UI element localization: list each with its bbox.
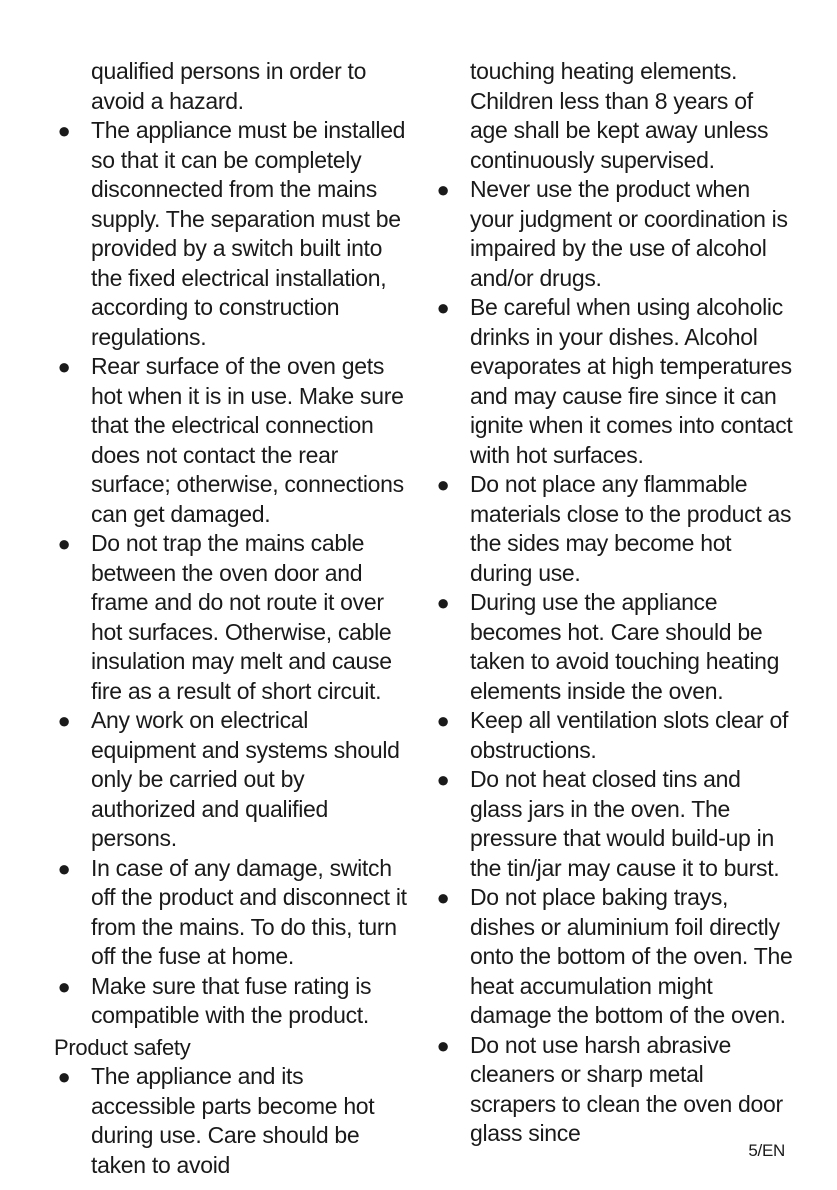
continuation-text: touching heating elements. Children less than 8 years of age shall be kept away unless continuously supervised. [470,58,769,173]
bullet-icon: ● [436,708,450,733]
bullet-item: ● Do not place any flammable materials close to the product as the sides may become hot during use. [436,471,792,586]
bullet-icon: ● [57,118,71,143]
bullet-item: ● Do not trap the mains cable between the oven door and frame and do not route it over hot surfaces. Otherwise, cable insulation may melt and cause fire as a result of short circuit. [57,530,392,704]
bullet-item: ● Be careful when using alcoholic drinks in your dishes. Alcohol evaporates at high temperatures and may cause fire since it can ignite when it comes into contact with hot surfaces. [436,294,793,468]
bullet-icon: ● [436,295,450,320]
bullet-item: ● Do not heat closed tins and glass jars in the oven. The pressure that would build-up in the tin/jar may cause it to burst. [436,766,780,881]
bullet-icon: ● [436,177,450,202]
bullet-item: ● Never use the product when your judgment or coordination is impaired by the use of alcohol and/or drugs. [436,176,788,291]
bullet-item: ● Do not place baking trays, dishes or aluminium foil directly onto the bottom of the oven. The heat accumulation might damage the bottom of the oven. [436,884,793,1028]
page-number: 5/EN [748,1141,785,1160]
bullet-icon: ● [57,708,71,733]
bullet-icon: ● [436,472,450,497]
bullet-item: ● The appliance must be installed so that it can be completely disconnected from the mains supply. The separation must be provided by a switch built into the fixed electrical installation, according to construction regulations. [57,117,406,350]
bullet-icon: ● [57,354,71,379]
continuation-text: qualified persons in order to avoid a hazard. [91,58,367,114]
right-column [433,57,793,1149]
bullet-item: ● The appliance and its accessible parts become hot during use. Care should be taken to avoid [57,1063,375,1178]
bullet-icon: ● [436,1032,450,1058]
bullet-icon: ● [436,767,450,792]
bullet-icon: ● [57,1064,71,1089]
bullet-item: ● Rear surface of the oven gets hot when it is in use. Make sure that the electrical connection does not contact the rear surface; otherwise, connections can get damaged. [57,353,404,527]
bullet-item: ● In case of any damage, switch off the product and disconnect it from the mains. To do this, turn off the fuse at home. [57,854,407,969]
bullet-icon: ● [57,531,71,556]
bullet-item: ● Any work on electrical equipment and systems should only be carried out by authorized and qualified persons. [57,707,400,851]
left-column [54,57,409,1180]
bullet-icon: ● [57,855,71,881]
section-heading: Product safety [54,1034,191,1060]
bullet-item: ● Do not use harsh abrasive cleaners or sharp metal scrapers to clean the oven door glass since [436,1031,783,1146]
bullet-icon: ● [436,590,450,615]
bullet-item: ● Keep all ventilation slots clear of obstructions. [436,707,789,763]
bullet-icon: ● [436,885,450,910]
bullet-icon: ● [57,973,71,999]
bullet-item: ● Make sure that fuse rating is compatible with the product. [57,972,372,1028]
bullet-item: ● During use the appliance becomes hot. Care should be taken to avoid touching heating elements inside the oven. [436,589,780,704]
